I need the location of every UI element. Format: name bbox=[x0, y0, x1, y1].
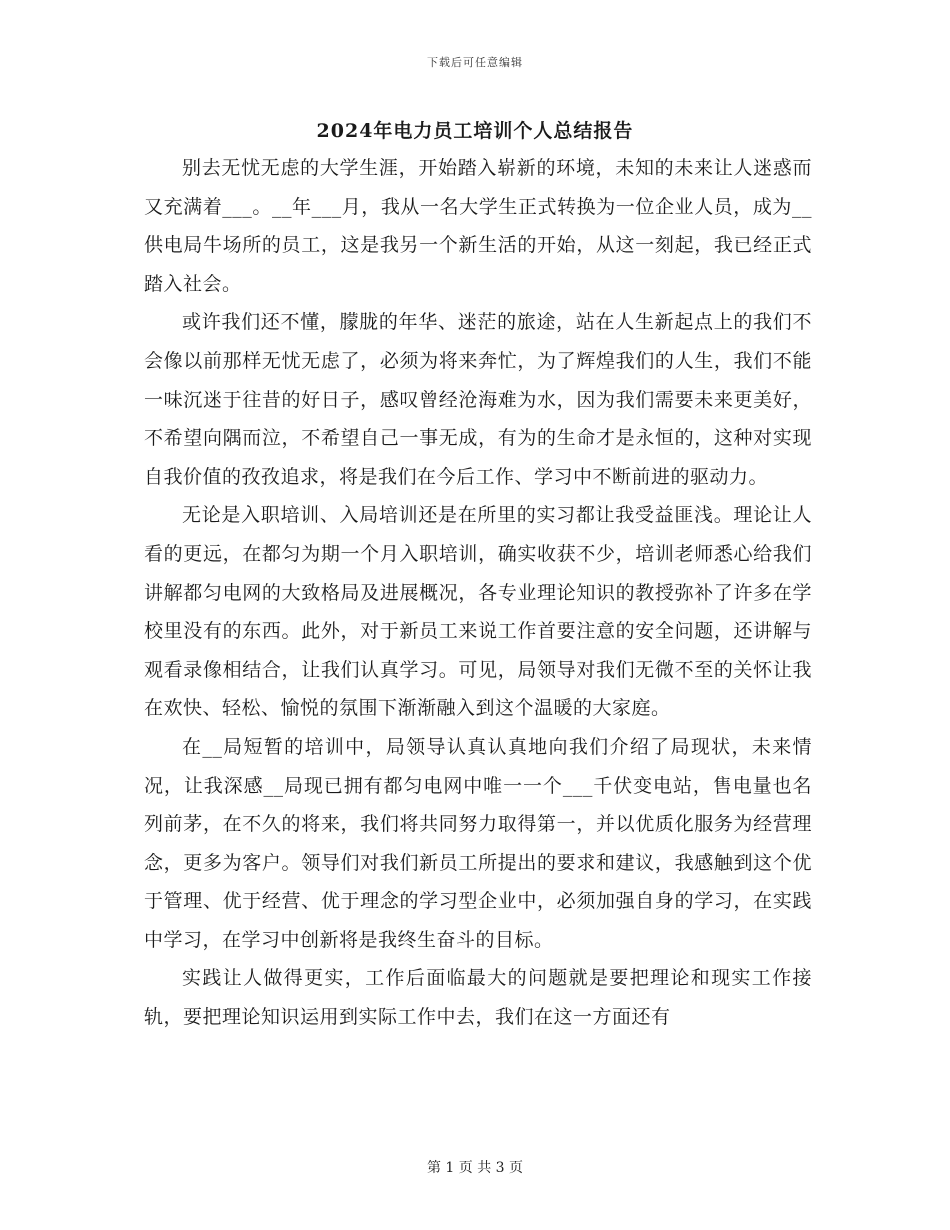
header-note: 下载后可任意编辑 bbox=[427, 56, 523, 69]
paragraph-5: 实践让人做得更实，工作后面临最大的问题就是要把理论和现实工作接轨，要把理论知识运用到实际工作中去，我们在这一方面还有 bbox=[144, 967, 812, 1029]
document-title: 2024年电力员工培训个人总结报告 bbox=[316, 120, 634, 142]
paragraph-1: 别去无忧无虑的大学生涯，开始踏入崭新的环境，未知的未来让人迷惑而又充满着___。__年___月，我从一名大学生正式转换为一位企业人员，成为__供电局牛场所的员工，这是我另一个新生活的开始，从这一刻起，我已经正式踏入社会。 bbox=[144, 157, 812, 295]
paragraph-3: 无论是入职培训、入局培训还是在所里的实习都让我受益匪浅。理论让人看的更远，在都匀为期一个月入职培训，确实收获不少，培训老师悉心给我们讲解都匀电网的大致格局及进展概况，各专业理论知识的教授弥补了许多在学校里没有的东西。此外，对于新员工来说工作首要注意的安全问题，还讲解与观看录像相结合，让我们认真学习。可见，局领导对我们无微不至的关怀让我在欢快、轻松、愉悦的氛围下渐渐融入到这个温暖的大家庭。 bbox=[144, 504, 812, 720]
document-body bbox=[144, 149, 812, 1037]
page-number: 第 1 页 共 3 页 bbox=[426, 1160, 524, 1176]
paragraph-2: 或许我们还不懂，朦胧的年华、迷茫的旅途，站在人生新起点上的我们不会像以前那样无忧无虑了，必须为将来奔忙，为了辉煌我们的人生，我们不能一味沉迷于往昔的好日子，感叹曾经沧海难为水，因为我们需要未来更美好，不希望向隅而泣，不希望自己一事无成，有为的生命才是永恒的，这种对实现自我价值的孜孜追求，将是我们在今后工作、学习中不断前进的驱动力。 bbox=[144, 311, 812, 488]
paragraph-4: 在__局短暂的培训中，局领导认真认真地向我们介绍了局现状，未来情况，让我深感__局现已拥有都匀电网中唯一一个___千伏变电站，售电量也名列前茅，在不久的将来，我们将共同努力取得第一，并以优质化服务为经营理念，更多为客户。领导们对我们新员工所提出的要求和建议，我感触到这个优于管理、优于经营、优于理念的学习型企业中，必须加强自身的学习，在实践中学习，在学习中创新将是我终生奋斗的目标。 bbox=[144, 735, 812, 951]
